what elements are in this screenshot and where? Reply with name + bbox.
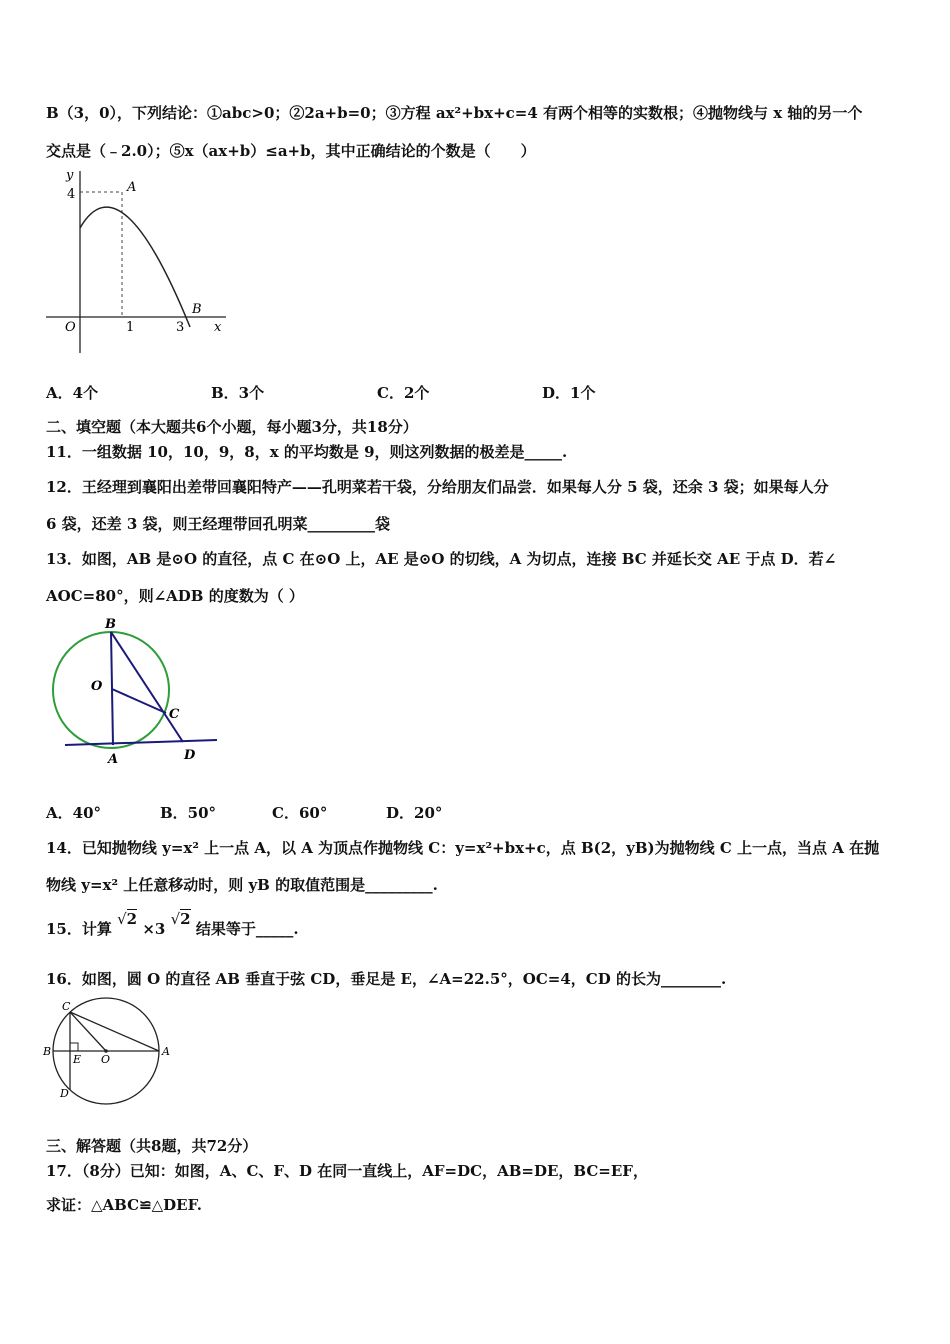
q12-line1: 12．王经理到襄阳出差带回襄阳特产——孔明菜若干袋，分给朋友们品尝．如果每人分 5 袋，还余 3 袋；如果每人分 bbox=[46, 478, 829, 496]
point-b-label: B bbox=[192, 302, 202, 317]
label-d: D bbox=[60, 1087, 69, 1100]
q10-option-b: B．3个 bbox=[211, 384, 265, 402]
label-b: B bbox=[105, 617, 116, 632]
sqrt-icon: √ bbox=[117, 910, 127, 928]
q10-option-c: C．2个 bbox=[377, 384, 430, 402]
q17-line1: 17．（8分）已知：如图，A、C、F、D 在同一直线上，AF=DC，AB=DE，BC=EF， bbox=[46, 1162, 648, 1180]
line-ca bbox=[70, 1012, 159, 1051]
q14-line1: 14．已知抛物线 y=x² 上一点 A，以 A 为顶点作抛物线 C：y=x²+bx+c，点 B(2，yB)为抛物线 C 上一点，当点 A 在抛 bbox=[46, 839, 880, 857]
label-e: E bbox=[73, 1053, 82, 1066]
sqrt-icon: √ bbox=[170, 910, 181, 928]
q13-line2: AOC=80°，则∠ADB 的度数为（ ） bbox=[46, 587, 304, 605]
point-a-label: A bbox=[127, 180, 137, 195]
label-c: C bbox=[169, 707, 180, 722]
label-d: D bbox=[184, 748, 196, 763]
q16-circle-figure bbox=[40, 997, 180, 1107]
q12-line2: 6 袋，还差 3 袋，则王经理带回孔明菜_________袋 bbox=[46, 515, 391, 533]
label-b: B bbox=[43, 1045, 52, 1058]
label-c: C bbox=[62, 1000, 71, 1013]
label-o: O bbox=[91, 679, 103, 694]
q13-line1: 13．如图，AB 是⊙O 的直径，点 C 在⊙O 上，AE 是⊙O 的切线，A 为切点，连接 BC 并延长交 AE 于点 D．若∠ bbox=[46, 550, 837, 568]
q11-text: 11．一组数据 10，10，9，8，x 的平均数是 9，则这列数据的极差是_____. bbox=[46, 443, 568, 461]
q10-parabola-graph bbox=[40, 165, 240, 360]
section2-heading: 二、填空题（本大题共6个小题，每小题3分，共18分） bbox=[46, 418, 418, 436]
x-axis-label: x bbox=[214, 320, 222, 335]
q10-option-d: D．1个 bbox=[542, 384, 596, 402]
q10-line2: 交点是（﹣2.0）；⑤x（ax+b）≤a+b，其中正确结论的个数是（ ） bbox=[46, 142, 536, 160]
q13-option-a: A．40° bbox=[46, 804, 102, 822]
label-a: A bbox=[162, 1045, 170, 1058]
section3-heading: 三、解答题（共8题，共72分） bbox=[46, 1137, 258, 1155]
q10-option-a: A．4个 bbox=[46, 384, 99, 402]
q15-sqrt1: 2 bbox=[126, 910, 138, 928]
q14-line2: 物线 y=x² 上任意移动时，则 yB 的取值范围是_________. bbox=[46, 876, 438, 894]
radius-oc bbox=[112, 689, 166, 713]
label-o: O bbox=[101, 1053, 111, 1066]
right-angle-mark bbox=[70, 1043, 78, 1051]
label-a: A bbox=[108, 752, 119, 767]
q15-sqrt2: 2 bbox=[180, 910, 191, 928]
q13-option-d: D．20° bbox=[386, 804, 443, 822]
q13-circle-figure bbox=[45, 612, 225, 772]
q15-mid: ×3 bbox=[142, 920, 166, 938]
q13-option-b: B．50° bbox=[160, 804, 217, 822]
q10-line1: B（3，0），下列结论：①abc>0；②2a+b=0；③方程 ax²+bx+c=4 有两个相等的实数根；④抛物线与 x 轴的另一个 bbox=[46, 104, 863, 122]
q15-suffix: 结果等于_____. bbox=[195, 920, 299, 938]
origin-label: O bbox=[65, 320, 76, 335]
x-tick-1: 1 bbox=[126, 320, 135, 335]
y-axis-label: y bbox=[66, 168, 74, 183]
x-tick-3: 3 bbox=[176, 320, 185, 335]
parabola-curve bbox=[80, 207, 190, 327]
q17-line2: 求证：△ABC≌△DEF. bbox=[46, 1196, 202, 1214]
q13-option-c: C．60° bbox=[272, 804, 328, 822]
y-tick-4: 4 bbox=[67, 187, 76, 202]
line-bd bbox=[111, 632, 183, 742]
q15-prefix: 15．计算 bbox=[46, 920, 112, 938]
line-co bbox=[70, 1012, 106, 1051]
q16-text: 16．如图，圆 O 的直径 AB 垂直于弦 CD，垂足是 E，∠A=22.5°，OC=4，CD 的长为________. bbox=[46, 970, 727, 988]
q15-text bbox=[46, 910, 299, 939]
